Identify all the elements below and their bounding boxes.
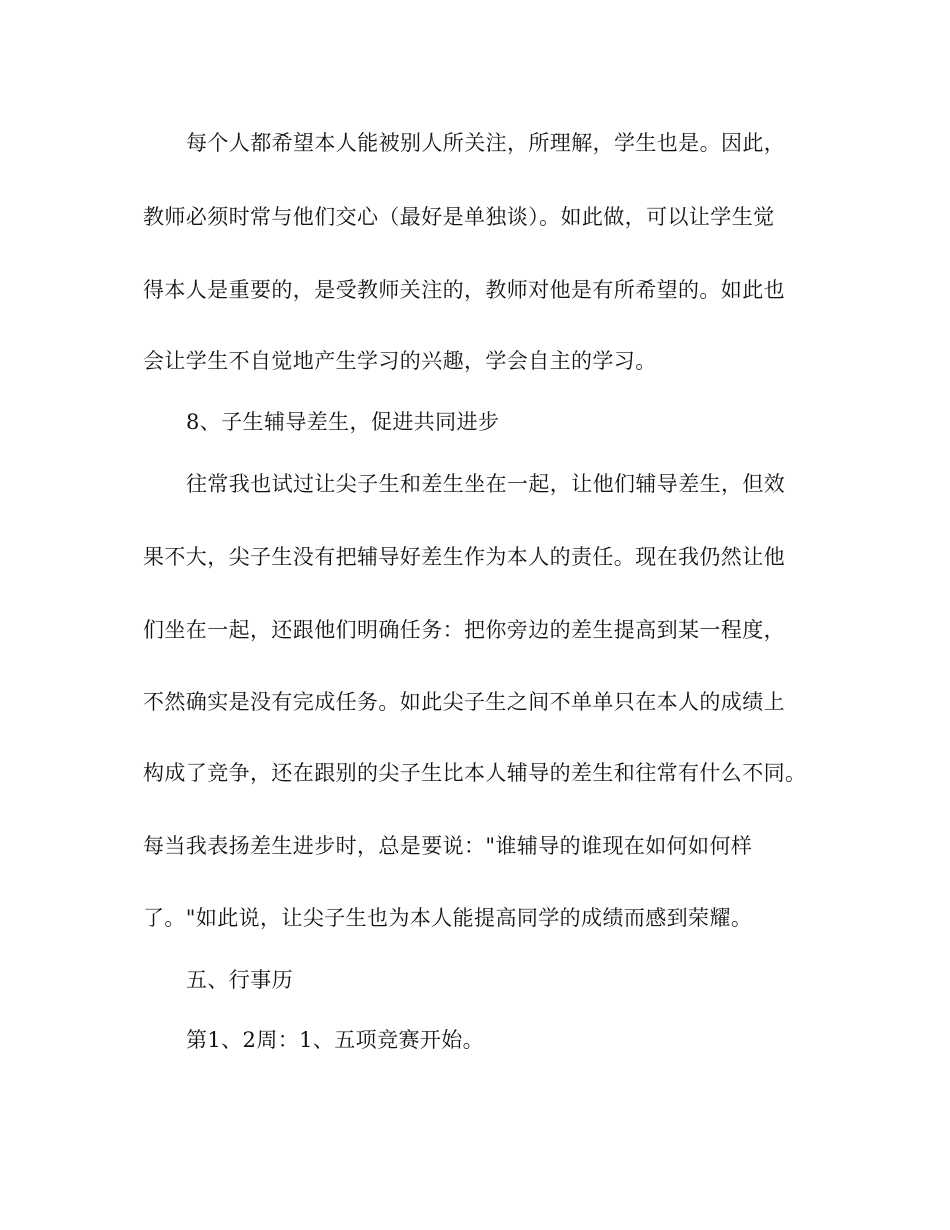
paragraph-line: 不然确实是没有完成任务。如此尖子生之间不单单只在本人的成绩上: [143, 690, 785, 714]
paragraph-line: 构成了竞争，还在跟别的尖子生比本人辅导的差生和往常有什么不同。: [143, 761, 807, 785]
paragraph-line: 往常我也试过让尖子生和差生坐在一起，让他们辅导差生，但效: [186, 472, 786, 496]
paragraph-line: 教师必须时常与他们交心（最好是单独谈）。如此做，可以让学生觉: [143, 205, 775, 229]
paragraph-line: 第1、2周：1、五项竞赛开始。: [186, 1028, 485, 1052]
paragraph-line: 们坐在一起，还跟他们明确任务：把你旁边的差生提高到某一程度，: [143, 618, 785, 642]
section-heading: 五、行事历: [186, 968, 293, 992]
paragraph-line: 果不大，尖子生没有把辅导好差生作为本人的责任。现在我仍然让他: [143, 545, 785, 569]
section-heading: 8、子生辅导差生，促进共同进步: [186, 410, 500, 434]
paragraph-line: 会让学生不自觉地产生学习的兴趣，学会自主的学习。: [143, 349, 657, 373]
paragraph-line: 每个人都希望本人能被别人所关注，所理解，学生也是。因此，: [186, 131, 786, 155]
paragraph-line: 每当我表扬差生进步时，总是要说："谁辅导的谁现在如何如何样: [143, 834, 753, 858]
paragraph-line: 得本人是重要的，是受教师关注的，教师对他是有所希望的。如此也: [143, 278, 785, 302]
paragraph-line: 了。"如此说，让尖子生也为本人能提高同学的成绩而感到荣耀。: [143, 906, 753, 930]
